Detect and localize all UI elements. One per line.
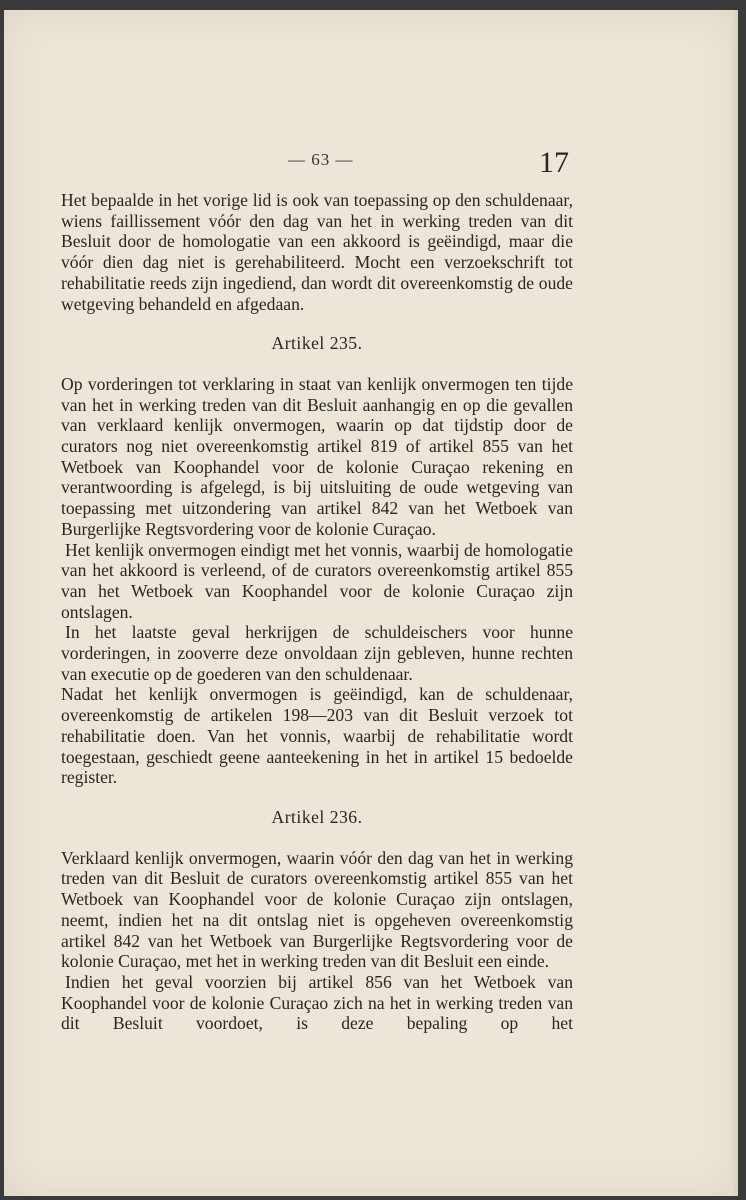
article-236-heading: Artikel 236. xyxy=(271,806,363,827)
article-235-paragraph-4: Nadat het kenlijk onvermogen is geëindigd, kan de schuldenaar, overeenkomstig de artikelen 198—203 van dit Besluit verzoek tot rehabilitatie doen. Van het vonnis, waarbij de rehabilitatie wordt toegestaan, geschiedt geene aanteekening in het in artikel 15 bedoelde register. xyxy=(61,684,573,788)
document-body xyxy=(61,190,573,1034)
page-number: — 63 — xyxy=(288,150,354,169)
article-235-paragraph-1: Op vorderingen tot verklaring in staat van kenlijk onvermogen ten tijde van het in werking treden van dit Besluit aanhangig en op die gevallen van verklaard kenlijk onvermogen, waarin op dat tijdstip door de curators nog niet overeenkomstig artikel 819 of artikel 855 van het Wetboek van Koophandel voor de kolonie Curaçao rekening en verantwoording is afgelegd, is bij uitsluiting de oude wetgeving van toepassing met uitzondering van artikel 842 van het Wetboek van Burgerlijke Regtsvordering voor de kolonie Curaçao. xyxy=(61,373,573,539)
intro-paragraph: Het bepaalde in het vorige lid is ook van toepassing op den schuldenaar, wiens faillissement vóór den dag van het in werking treden van dit Besluit door de homologatie van een akkoord is geëindigd, maar die vóór dien dag niet is gerehabiliteerd. Mocht een verzoekschrift tot rehabilitatie reeds zijn ingediend, dan wordt dit overeenkomstig de oude wetgeving behandeld en afgedaan. xyxy=(61,190,573,314)
article-236-paragraph-2: Indien het geval voorzien bij artikel 856 van het Wetboek van Koophandel voor de kolonie Curaçao zich na het in werking treden van dit Besluit voordoet, is deze bepaling op het xyxy=(61,971,573,1034)
document-page xyxy=(4,10,738,1196)
article-235-heading: Artikel 235. xyxy=(271,333,363,354)
sheet-number: 17 xyxy=(539,146,569,179)
page-header xyxy=(4,146,738,190)
article-235-paragraph-2: Het kenlijk onvermogen eindigt met het vonnis, waarbij de homologatie van het akkoord is verleend, of de curators overeenkomstig artikel 855 van het Wetboek van Koophandel voor de kolonie Curaçao zijn ontslagen. xyxy=(61,539,573,622)
article-235-paragraph-3: In het laatste geval herkrijgen de schuldeischers voor hunne vorderingen, in zooverre deze onvoldaan zijn gebleven, hunne rechten van executie op de goederen van den schuldenaar. xyxy=(61,622,573,684)
article-236-paragraph-1: Verklaard kenlijk onvermogen, waarin vóór den dag van het in werking treden van dit Besluit de curators overeenkomstig artikel 855 van het Wetboek van Koophandel voor de kolonie Curaçao zijn ontslagen, neemt, indien het na dit ontslag niet is opgeheven overeenkomstig artikel 842 van het Wetboek van Burgerlijke Regtsvordering voor de kolonie Curaçao, met het in werking treden van dit Besluit een einde. xyxy=(61,847,573,972)
